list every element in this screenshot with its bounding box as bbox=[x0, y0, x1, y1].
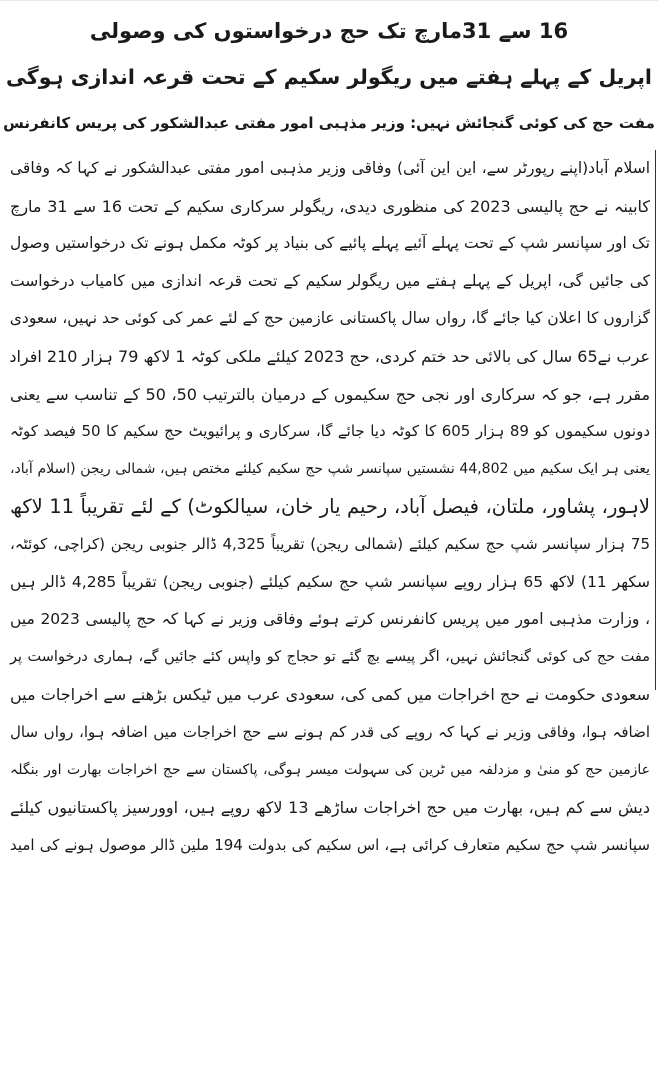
body-line: دونوں سکیموں کو 89 ہزار 605 کا کوٹہ دیا جائے گا، سرکاری و پرائیویٹ حج سکیم کا 50 فیصد کوٹہ bbox=[10, 422, 650, 441]
body-line: مفت حج کی کوئی گنجائش نہیں، اگر پیسے بچ گئے تو حجاج کو واپس کئے جائیں گے، ہماری درخواست پر bbox=[10, 648, 650, 665]
body-line: لاہور، پشاور، ملتان، فیصل آباد، رحیم یار خان، سیالکوٹ) کے لئے تقریباً 11 لاکھ bbox=[10, 495, 650, 519]
body-line: 75 ہزار سپانسر شپ حج سکیم کیلئے (شمالی ریجن) تقریباً 4,325 ڈالر جنوبی ریجن (کراچی، کوئٹہ، bbox=[10, 534, 650, 553]
body-line: گزاروں کا اعلان کیا جائے گا، رواں سال پاکستانی عازمین حج کے لئے عمر کی کوئی حد نہیں، سعودی bbox=[9, 309, 650, 328]
body-line: سکھر 11) لاکھ 65 ہزار روپے سپانسر شپ حج سکیم کیلئے (جنوبی ریجن) تقریباً 4,285 ڈالر ہیں bbox=[10, 572, 650, 591]
headline-sub: اپریل کے پہلے ہفتے میں ریگولر سکیم کے تحت قرعہ اندازی ہوگی bbox=[6, 65, 652, 89]
body-line: اسلام آباد(اپنے رپورٹر سے، این این آئی) وفاقی وزیر مذہبی امور مفتی عبدالشکور نے کہا کہ وفاقی bbox=[10, 159, 650, 177]
article-body bbox=[8, 150, 652, 864]
headline-main: 16 سے 31مارچ تک حج درخواستوں کی وصولی bbox=[89, 19, 569, 43]
top-edge bbox=[0, 0, 658, 1]
body-line: عازمین حج کو منیٰ و مزدلفہ میں ٹرین کی سہولت میسر ہوگی، پاکستان سے حج اخراجات بھارت اور بنگلہ bbox=[10, 761, 650, 778]
body-line: کی جائیں گی، اپریل کے پہلے ہفتے میں ریگولر سکیم کے تحت قرعہ اندازی میں کامیاب درخواست bbox=[10, 271, 650, 290]
headline-third: مفت حج کی کوئی گنجائش نہیں: وزیر مذہبی امور مفتی عبدالشکور کی پریس کانفرنس bbox=[3, 114, 655, 132]
body-line: عرب نے65 سال کی بالائی حد ختم کردی، حج 2023 کیلئے ملکی کوٹہ 1 لاکھ 79 ہزار 210 افراد bbox=[9, 346, 650, 366]
body-line: سعودی حکومت نے حج اخراجات میں کمی کی، سعودی عرب میں ٹیکس بڑھنے سے اخراجات میں bbox=[10, 685, 650, 705]
body-line: کابینہ نے حج پالیسی 2023 کی منظوری دیدی، ریگولر سرکاری سکیم کے تحت 16 سے 31 مارچ bbox=[10, 196, 651, 216]
body-line: تک اور سپانسر شپ کے تحت پہلے آئیے پہلے پائیے کی بنیاد پر کوٹہ مکمل ہونے تک درخواستیں وصول bbox=[10, 234, 650, 253]
headline-block bbox=[0, 8, 658, 146]
body-line: سپانسر شپ حج سکیم متعارف کرائی ہے، اس سکیم کی بدولت 194 ملین ڈالر موصول ہونے کی امید bbox=[10, 835, 650, 854]
body-line: اضافہ ہوا، وفاقی وزیر نے کہا کہ روپے کی قدر کم ہونے سے حج اخراجات میں اضافہ ہوا، رواں سال bbox=[10, 722, 650, 741]
body-line: یعنی ہر ایک سکیم میں 44,802 نشستیں سپانسر شپ حج سکیم کیلئے مختص ہیں، شمالی ریجن (اسلام آباد، bbox=[10, 460, 650, 477]
body-line: دیش سے کم ہیں، بھارت میں حج اخراجات ساڑھے 13 لاکھ روپے ہیں، اوورسیز پاکستانیوں کیلئے bbox=[10, 798, 651, 818]
body-line: مقرر ہے، جو کہ سرکاری اور نجی حج سکیموں کے درمیان بالترتیب 50، 50 کے تناسب سے یعنی bbox=[10, 384, 651, 404]
column-rule bbox=[655, 150, 656, 690]
body-line: ، وزارت مذہبی امور میں پریس کانفرنس کرتے ہوئے وفاقی وزیر نے کہا کہ حج پالیسی 2023 میں bbox=[10, 610, 650, 629]
